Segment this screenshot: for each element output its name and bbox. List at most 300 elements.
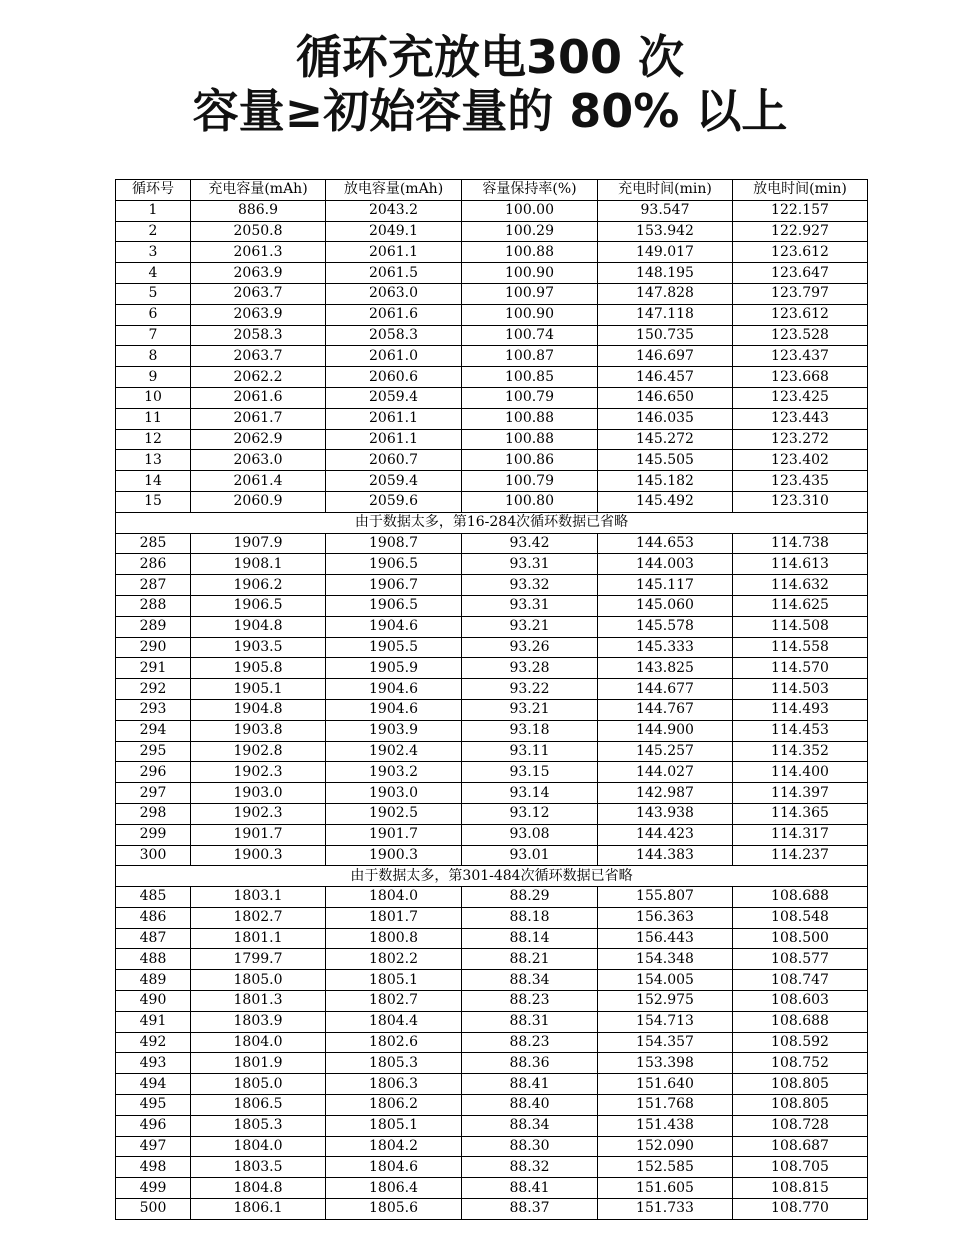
- capacity-retention-cell: 100.90: [462, 304, 598, 325]
- cycle-number-cell: 14: [116, 471, 191, 492]
- cycle-number-cell: 4: [116, 263, 191, 284]
- charge-capacity-cell: 1902.3: [191, 803, 326, 824]
- discharge-time-cell: 114.365: [733, 803, 868, 824]
- header-discharge-capacity: 放电容量(mAh): [326, 180, 462, 201]
- charge-capacity-cell: 1803.1: [191, 887, 326, 908]
- discharge-time-cell: 108.770: [733, 1199, 868, 1220]
- table-row: [116, 928, 868, 949]
- charge-capacity-cell: 2058.3: [191, 325, 326, 346]
- capacity-retention-cell: 88.23: [462, 1032, 598, 1053]
- cycle-number-cell: 290: [116, 637, 191, 658]
- capacity-retention-cell: 93.31: [462, 595, 598, 616]
- charge-time-cell: 151.438: [598, 1115, 733, 1136]
- discharge-capacity-cell: 1902.5: [326, 803, 462, 824]
- omitted-data-note: 由于数据太多，第301-484次循环数据已省略: [116, 866, 868, 887]
- charge-capacity-cell: 1803.9: [191, 1011, 326, 1032]
- cycle-number-cell: 292: [116, 679, 191, 700]
- charge-capacity-cell: 1805.0: [191, 970, 326, 991]
- discharge-time-cell: 123.647: [733, 263, 868, 284]
- table-row: [116, 387, 868, 408]
- table-row: [116, 491, 868, 512]
- table-row: [116, 1136, 868, 1157]
- charge-capacity-cell: 1901.7: [191, 824, 326, 845]
- discharge-capacity-cell: 1802.7: [326, 991, 462, 1012]
- table-row: [116, 991, 868, 1012]
- cycle-number-cell: 490: [116, 991, 191, 1012]
- table-header-row: [116, 180, 868, 201]
- capacity-retention-cell: 88.40: [462, 1095, 598, 1116]
- discharge-capacity-cell: 1903.0: [326, 783, 462, 804]
- cycle-number-cell: 497: [116, 1136, 191, 1157]
- discharge-capacity-cell: 1801.7: [326, 907, 462, 928]
- discharge-capacity-cell: 2059.4: [326, 471, 462, 492]
- discharge-time-cell: 114.558: [733, 637, 868, 658]
- charge-time-cell: 145.182: [598, 471, 733, 492]
- discharge-capacity-cell: 2061.5: [326, 263, 462, 284]
- capacity-retention-cell: 93.21: [462, 616, 598, 637]
- table-row: [116, 1053, 868, 1074]
- discharge-capacity-cell: 1905.5: [326, 637, 462, 658]
- charge-time-cell: 146.035: [598, 408, 733, 429]
- discharge-capacity-cell: 2061.0: [326, 346, 462, 367]
- discharge-time-cell: 108.687: [733, 1136, 868, 1157]
- discharge-capacity-cell: 2061.6: [326, 304, 462, 325]
- table-row: [116, 699, 868, 720]
- cycle-number-cell: 485: [116, 887, 191, 908]
- cycle-number-cell: 294: [116, 720, 191, 741]
- discharge-capacity-cell: 1908.7: [326, 533, 462, 554]
- discharge-time-cell: 122.157: [733, 200, 868, 221]
- table-row: [116, 762, 868, 783]
- charge-time-cell: 152.585: [598, 1157, 733, 1178]
- charge-time-cell: 146.457: [598, 367, 733, 388]
- charge-time-cell: 147.118: [598, 304, 733, 325]
- capacity-retention-cell: 100.90: [462, 263, 598, 284]
- cycle-number-cell: 299: [116, 824, 191, 845]
- charge-time-cell: 144.653: [598, 533, 733, 554]
- charge-capacity-cell: 2063.9: [191, 304, 326, 325]
- discharge-capacity-cell: 1800.8: [326, 928, 462, 949]
- cycle-number-cell: 498: [116, 1157, 191, 1178]
- charge-capacity-cell: 1905.1: [191, 679, 326, 700]
- discharge-capacity-cell: 2060.7: [326, 450, 462, 471]
- capacity-retention-cell: 88.21: [462, 949, 598, 970]
- capacity-retention-cell: 88.41: [462, 1178, 598, 1199]
- discharge-capacity-cell: 2061.1: [326, 408, 462, 429]
- charge-capacity-cell: 2050.8: [191, 221, 326, 242]
- table-row: [116, 1011, 868, 1032]
- capacity-retention-cell: 100.00: [462, 200, 598, 221]
- discharge-capacity-cell: 1906.7: [326, 575, 462, 596]
- charge-capacity-cell: 1801.9: [191, 1053, 326, 1074]
- charge-time-cell: 153.398: [598, 1053, 733, 1074]
- cycle-number-cell: 487: [116, 928, 191, 949]
- table-row: [116, 1157, 868, 1178]
- charge-capacity-cell: 1903.0: [191, 783, 326, 804]
- capacity-retention-cell: 100.29: [462, 221, 598, 242]
- cycle-number-cell: 291: [116, 658, 191, 679]
- table-row: [116, 263, 868, 284]
- discharge-time-cell: 114.397: [733, 783, 868, 804]
- discharge-time-cell: 108.688: [733, 1011, 868, 1032]
- discharge-time-cell: 114.493: [733, 699, 868, 720]
- charge-time-cell: 93.547: [598, 200, 733, 221]
- table-row: [116, 575, 868, 596]
- discharge-capacity-cell: 2043.2: [326, 200, 462, 221]
- cycle-number-cell: 287: [116, 575, 191, 596]
- capacity-retention-cell: 88.30: [462, 1136, 598, 1157]
- discharge-capacity-cell: 1806.3: [326, 1074, 462, 1095]
- charge-time-cell: 144.027: [598, 762, 733, 783]
- charge-capacity-cell: 2063.7: [191, 346, 326, 367]
- discharge-capacity-cell: 2058.3: [326, 325, 462, 346]
- charge-time-cell: 144.003: [598, 554, 733, 575]
- discharge-capacity-cell: 1806.2: [326, 1095, 462, 1116]
- cycle-number-cell: 8: [116, 346, 191, 367]
- charge-time-cell: 149.017: [598, 242, 733, 263]
- charge-capacity-cell: 1907.9: [191, 533, 326, 554]
- table-row: [116, 949, 868, 970]
- discharge-capacity-cell: 1904.6: [326, 616, 462, 637]
- charge-capacity-cell: 2063.7: [191, 283, 326, 304]
- discharge-capacity-cell: 1906.5: [326, 554, 462, 575]
- charge-time-cell: 144.423: [598, 824, 733, 845]
- table-row: [116, 367, 868, 388]
- title-line-2: 容量≥初始容量的 80% 以上: [192, 84, 788, 138]
- discharge-time-cell: 114.453: [733, 720, 868, 741]
- table-row: [116, 471, 868, 492]
- table-row: [116, 616, 868, 637]
- discharge-time-cell: 123.402: [733, 450, 868, 471]
- discharge-time-cell: 114.613: [733, 554, 868, 575]
- charge-time-cell: 144.767: [598, 699, 733, 720]
- discharge-time-cell: 114.632: [733, 575, 868, 596]
- table-row: [116, 658, 868, 679]
- discharge-capacity-cell: 1805.3: [326, 1053, 462, 1074]
- discharge-time-cell: 108.603: [733, 991, 868, 1012]
- discharge-time-cell: 114.317: [733, 824, 868, 845]
- charge-capacity-cell: 1805.3: [191, 1115, 326, 1136]
- discharge-time-cell: 114.400: [733, 762, 868, 783]
- omitted-data-note-row: [116, 512, 868, 533]
- discharge-time-cell: 108.500: [733, 928, 868, 949]
- charge-capacity-cell: 1906.2: [191, 575, 326, 596]
- table-row: [116, 1178, 868, 1199]
- cycle-number-cell: 5: [116, 283, 191, 304]
- charge-capacity-cell: 1900.3: [191, 845, 326, 866]
- cycle-number-cell: 499: [116, 1178, 191, 1199]
- charge-capacity-cell: 1804.0: [191, 1136, 326, 1157]
- title-line-1: 循环充放电300 次: [295, 30, 685, 84]
- charge-capacity-cell: 1805.0: [191, 1074, 326, 1095]
- cycle-number-cell: 13: [116, 450, 191, 471]
- discharge-time-cell: 123.668: [733, 367, 868, 388]
- capacity-retention-cell: 88.14: [462, 928, 598, 949]
- discharge-time-cell: 123.797: [733, 283, 868, 304]
- cycle-number-cell: 488: [116, 949, 191, 970]
- charge-time-cell: 155.807: [598, 887, 733, 908]
- cycle-number-cell: 297: [116, 783, 191, 804]
- charge-capacity-cell: 1904.8: [191, 616, 326, 637]
- charge-time-cell: 152.090: [598, 1136, 733, 1157]
- omitted-data-note-row: [116, 866, 868, 887]
- discharge-time-cell: 123.310: [733, 491, 868, 512]
- discharge-time-cell: 114.352: [733, 741, 868, 762]
- charge-capacity-cell: 1801.3: [191, 991, 326, 1012]
- charge-time-cell: 151.733: [598, 1199, 733, 1220]
- charge-time-cell: 144.677: [598, 679, 733, 700]
- charge-capacity-cell: 1802.7: [191, 907, 326, 928]
- charge-capacity-cell: 1903.8: [191, 720, 326, 741]
- charge-capacity-cell: 1804.0: [191, 1032, 326, 1053]
- discharge-time-cell: 108.705: [733, 1157, 868, 1178]
- cycle-number-cell: 486: [116, 907, 191, 928]
- discharge-time-cell: 123.437: [733, 346, 868, 367]
- capacity-retention-cell: 93.21: [462, 699, 598, 720]
- cycle-number-cell: 6: [116, 304, 191, 325]
- charge-time-cell: 154.713: [598, 1011, 733, 1032]
- discharge-capacity-cell: 1804.0: [326, 887, 462, 908]
- table-row: [116, 304, 868, 325]
- charge-capacity-cell: 2061.7: [191, 408, 326, 429]
- capacity-retention-cell: 93.11: [462, 741, 598, 762]
- capacity-retention-cell: 93.08: [462, 824, 598, 845]
- charge-time-cell: 145.492: [598, 491, 733, 512]
- header-discharge-time: 放电时间(min): [733, 180, 868, 201]
- table-row: [116, 720, 868, 741]
- cycle-number-cell: 285: [116, 533, 191, 554]
- charge-capacity-cell: 1806.5: [191, 1095, 326, 1116]
- table-row: [116, 1032, 868, 1053]
- charge-capacity-cell: 2062.2: [191, 367, 326, 388]
- table-row: [116, 845, 868, 866]
- charge-time-cell: 151.605: [598, 1178, 733, 1199]
- charge-capacity-cell: 1904.8: [191, 699, 326, 720]
- capacity-retention-cell: 88.34: [462, 1115, 598, 1136]
- discharge-capacity-cell: 1804.2: [326, 1136, 462, 1157]
- charge-capacity-cell: 1803.5: [191, 1157, 326, 1178]
- cycle-number-cell: 11: [116, 408, 191, 429]
- discharge-capacity-cell: 1806.4: [326, 1178, 462, 1199]
- discharge-capacity-cell: 1805.1: [326, 1115, 462, 1136]
- charge-time-cell: 154.348: [598, 949, 733, 970]
- discharge-time-cell: 108.752: [733, 1053, 868, 1074]
- cycle-number-cell: 295: [116, 741, 191, 762]
- charge-time-cell: 147.828: [598, 283, 733, 304]
- charge-time-cell: 145.117: [598, 575, 733, 596]
- discharge-time-cell: 108.577: [733, 949, 868, 970]
- table-row: [116, 679, 868, 700]
- cycle-number-cell: 288: [116, 595, 191, 616]
- capacity-retention-cell: 93.42: [462, 533, 598, 554]
- discharge-time-cell: 108.728: [733, 1115, 868, 1136]
- discharge-capacity-cell: 1905.9: [326, 658, 462, 679]
- discharge-capacity-cell: 1902.4: [326, 741, 462, 762]
- cycle-number-cell: 3: [116, 242, 191, 263]
- capacity-retention-cell: 93.01: [462, 845, 598, 866]
- discharge-time-cell: 114.625: [733, 595, 868, 616]
- charge-capacity-cell: 2062.9: [191, 429, 326, 450]
- table-row: [116, 783, 868, 804]
- cycle-number-cell: 492: [116, 1032, 191, 1053]
- charge-capacity-cell: 1806.1: [191, 1199, 326, 1220]
- table-row: [116, 450, 868, 471]
- cycle-number-cell: 9: [116, 367, 191, 388]
- charge-capacity-cell: 1906.5: [191, 595, 326, 616]
- discharge-time-cell: 108.592: [733, 1032, 868, 1053]
- charge-time-cell: 144.383: [598, 845, 733, 866]
- charge-time-cell: 144.900: [598, 720, 733, 741]
- charge-time-cell: 146.650: [598, 387, 733, 408]
- cycle-number-cell: 495: [116, 1095, 191, 1116]
- discharge-capacity-cell: 2063.0: [326, 283, 462, 304]
- charge-capacity-cell: 1903.5: [191, 637, 326, 658]
- discharge-time-cell: 123.425: [733, 387, 868, 408]
- cycle-number-cell: 289: [116, 616, 191, 637]
- table-row: [116, 1199, 868, 1220]
- cycle-number-cell: 489: [116, 970, 191, 991]
- charge-time-cell: 154.357: [598, 1032, 733, 1053]
- capacity-retention-cell: 93.31: [462, 554, 598, 575]
- cycle-number-cell: 1: [116, 200, 191, 221]
- charge-time-cell: 143.938: [598, 803, 733, 824]
- capacity-retention-cell: 100.86: [462, 450, 598, 471]
- capacity-retention-cell: 88.23: [462, 991, 598, 1012]
- table-row: [116, 533, 868, 554]
- table-row: [116, 325, 868, 346]
- discharge-time-cell: 108.805: [733, 1095, 868, 1116]
- discharge-capacity-cell: 2059.4: [326, 387, 462, 408]
- charge-capacity-cell: 1902.8: [191, 741, 326, 762]
- capacity-retention-cell: 93.14: [462, 783, 598, 804]
- table-row: [116, 221, 868, 242]
- charge-time-cell: 145.578: [598, 616, 733, 637]
- cycle-number-cell: 491: [116, 1011, 191, 1032]
- table-row: [116, 803, 868, 824]
- discharge-capacity-cell: 1900.3: [326, 845, 462, 866]
- table-row: [116, 741, 868, 762]
- charge-capacity-cell: 2063.0: [191, 450, 326, 471]
- capacity-retention-cell: 93.12: [462, 803, 598, 824]
- discharge-time-cell: 114.237: [733, 845, 868, 866]
- charge-capacity-cell: 2061.4: [191, 471, 326, 492]
- table-row: [116, 595, 868, 616]
- discharge-time-cell: 114.738: [733, 533, 868, 554]
- capacity-retention-cell: 93.26: [462, 637, 598, 658]
- charge-capacity-cell: 1905.8: [191, 658, 326, 679]
- discharge-capacity-cell: 1903.2: [326, 762, 462, 783]
- cycle-number-cell: 10: [116, 387, 191, 408]
- capacity-retention-cell: 88.31: [462, 1011, 598, 1032]
- charge-time-cell: 151.768: [598, 1095, 733, 1116]
- capacity-retention-cell: 88.29: [462, 887, 598, 908]
- charge-time-cell: 156.443: [598, 928, 733, 949]
- table-row: [116, 242, 868, 263]
- capacity-retention-cell: 100.88: [462, 242, 598, 263]
- omitted-data-note: 由于数据太多，第16-284次循环数据已省略: [116, 512, 868, 533]
- capacity-retention-cell: 100.88: [462, 429, 598, 450]
- table-row: [116, 408, 868, 429]
- charge-capacity-cell: 1801.1: [191, 928, 326, 949]
- discharge-capacity-cell: 2061.1: [326, 242, 462, 263]
- table-row: [116, 1115, 868, 1136]
- charge-capacity-cell: 1902.3: [191, 762, 326, 783]
- charge-time-cell: 142.987: [598, 783, 733, 804]
- capacity-retention-cell: 93.32: [462, 575, 598, 596]
- charge-time-cell: 153.942: [598, 221, 733, 242]
- discharge-time-cell: 123.612: [733, 304, 868, 325]
- discharge-time-cell: 123.435: [733, 471, 868, 492]
- discharge-time-cell: 114.503: [733, 679, 868, 700]
- capacity-retention-cell: 88.18: [462, 907, 598, 928]
- capacity-retention-cell: 100.88: [462, 408, 598, 429]
- table-row: [116, 907, 868, 928]
- discharge-capacity-cell: 2061.1: [326, 429, 462, 450]
- charge-capacity-cell: 2063.9: [191, 263, 326, 284]
- table-row: [116, 824, 868, 845]
- capacity-retention-cell: 88.41: [462, 1074, 598, 1095]
- capacity-retention-cell: 88.36: [462, 1053, 598, 1074]
- discharge-time-cell: 123.272: [733, 429, 868, 450]
- discharge-capacity-cell: 1804.6: [326, 1157, 462, 1178]
- capacity-retention-cell: 93.18: [462, 720, 598, 741]
- discharge-capacity-cell: 1802.2: [326, 949, 462, 970]
- capacity-retention-cell: 100.79: [462, 471, 598, 492]
- discharge-time-cell: 108.747: [733, 970, 868, 991]
- table-row: [116, 554, 868, 575]
- discharge-capacity-cell: 1804.4: [326, 1011, 462, 1032]
- table-row: [116, 429, 868, 450]
- discharge-capacity-cell: 2059.6: [326, 491, 462, 512]
- discharge-capacity-cell: 1805.6: [326, 1199, 462, 1220]
- discharge-time-cell: 123.443: [733, 408, 868, 429]
- discharge-time-cell: 114.570: [733, 658, 868, 679]
- capacity-retention-cell: 100.79: [462, 387, 598, 408]
- discharge-capacity-cell: 1904.6: [326, 679, 462, 700]
- charge-time-cell: 145.272: [598, 429, 733, 450]
- cycle-number-cell: 496: [116, 1115, 191, 1136]
- capacity-retention-cell: 100.80: [462, 491, 598, 512]
- charge-time-cell: 145.333: [598, 637, 733, 658]
- header-capacity-retention: 容量保持率(%): [462, 180, 598, 201]
- cycle-number-cell: 2: [116, 221, 191, 242]
- capacity-retention-cell: 93.22: [462, 679, 598, 700]
- cycle-number-cell: 494: [116, 1074, 191, 1095]
- table-body: [116, 200, 868, 1219]
- charge-time-cell: 145.060: [598, 595, 733, 616]
- charge-time-cell: 152.975: [598, 991, 733, 1012]
- discharge-time-cell: 114.508: [733, 616, 868, 637]
- discharge-time-cell: 108.815: [733, 1178, 868, 1199]
- cycle-number-cell: 300: [116, 845, 191, 866]
- cycle-number-cell: 286: [116, 554, 191, 575]
- discharge-time-cell: 108.805: [733, 1074, 868, 1095]
- charge-time-cell: 146.697: [598, 346, 733, 367]
- charge-capacity-cell: 2061.6: [191, 387, 326, 408]
- table-row: [116, 283, 868, 304]
- cycle-number-cell: 493: [116, 1053, 191, 1074]
- discharge-time-cell: 123.528: [733, 325, 868, 346]
- charge-capacity-cell: 1804.8: [191, 1178, 326, 1199]
- charge-time-cell: 150.735: [598, 325, 733, 346]
- header-charge-time: 充电时间(min): [598, 180, 733, 201]
- discharge-capacity-cell: 1802.6: [326, 1032, 462, 1053]
- cycle-number-cell: 500: [116, 1199, 191, 1220]
- capacity-retention-cell: 100.97: [462, 283, 598, 304]
- discharge-capacity-cell: 2049.1: [326, 221, 462, 242]
- cycle-number-cell: 7: [116, 325, 191, 346]
- capacity-retention-cell: 88.32: [462, 1157, 598, 1178]
